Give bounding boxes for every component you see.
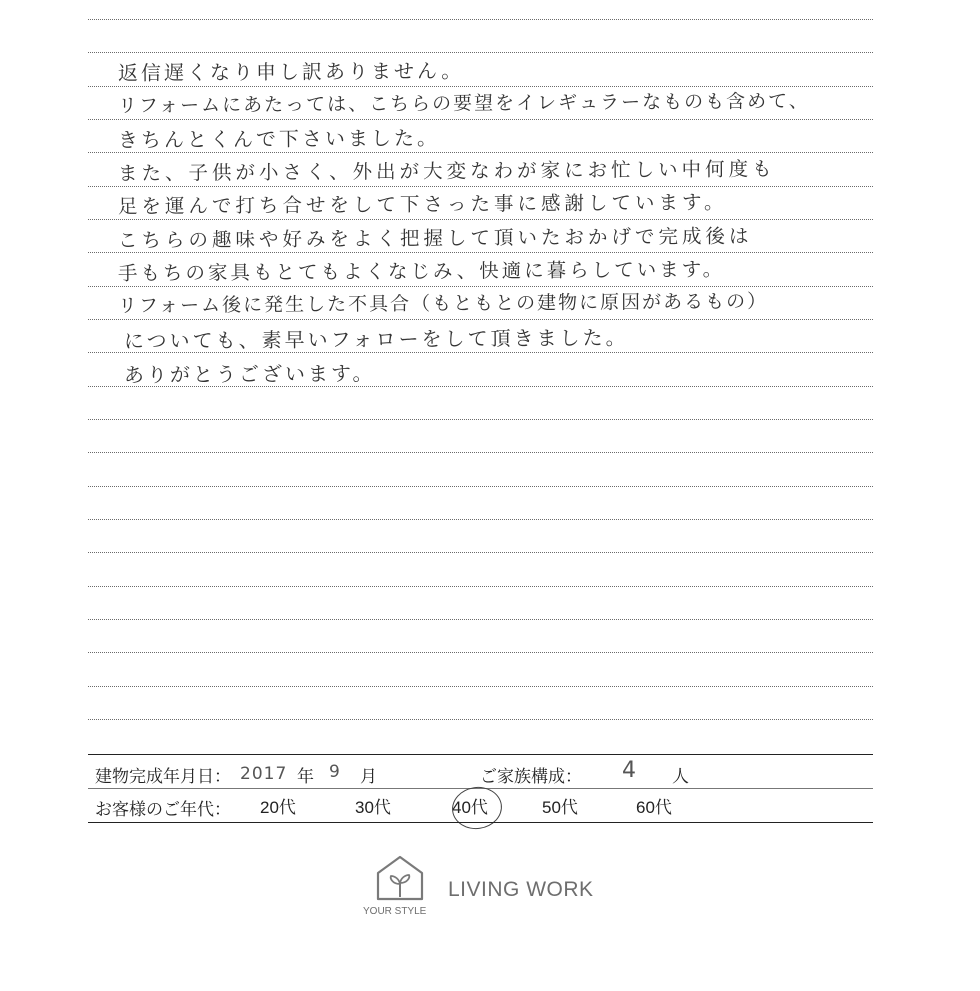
ruled-line	[88, 552, 873, 553]
year-unit: 年	[297, 767, 314, 786]
ruled-line	[88, 186, 873, 187]
message-line: 返信遅くなり申し訳ありません。	[117, 58, 465, 85]
ruled-line	[88, 452, 873, 453]
ruled-line	[88, 586, 873, 587]
ruled-line	[88, 619, 873, 620]
age-option-50s: 50代	[542, 798, 578, 817]
message-line: リフォームにあたっては、こちらの要望をイレギュラーなものも含めて、	[117, 90, 810, 117]
family-label: ご家族構成：	[480, 767, 582, 786]
family-unit: 人	[672, 767, 689, 786]
ruled-line	[88, 719, 873, 720]
completion-date-label: 建物完成年月日：	[95, 767, 231, 786]
message-line: についても、素早いフォローをして頂きました。	[123, 325, 629, 353]
ruled-line	[88, 19, 873, 20]
age-label: お客様のご年代：	[95, 800, 231, 819]
ruled-line	[88, 419, 873, 420]
age-option-20s: 20代	[260, 798, 296, 817]
message-line: 手もちの家具もとてもよくなじみ、快適に暮らしています。	[117, 257, 726, 285]
message-line: きちんとくんで下さいました。	[117, 125, 441, 152]
ruled-line	[88, 319, 873, 320]
brand-tagline: YOUR STYLE	[363, 906, 427, 917]
ruled-line	[88, 119, 873, 120]
family-count: 4	[622, 758, 637, 783]
completion-year: 2017	[240, 764, 288, 784]
message-line: リフォーム後に発生した不具合（もともとの建物に原因があるもの）	[117, 290, 769, 317]
month-unit: 月	[360, 767, 377, 786]
completion-month: 9	[329, 762, 341, 782]
brand-name: LIVING WORK	[448, 878, 594, 901]
ruled-line	[88, 519, 873, 520]
message-line: 足を運んで打ち合せをして下さった事に感謝しています。	[117, 190, 728, 218]
age-option-40s: 40代	[452, 798, 488, 817]
message-line: ありがとうございます。	[123, 361, 376, 387]
ruled-line	[88, 652, 873, 653]
ruled-line	[88, 52, 873, 53]
age-option-30s: 30代	[355, 798, 391, 817]
message-line: こちらの趣味や好みをよく把握して頂いたおかげで完成後は	[117, 224, 753, 252]
form-top-rule	[88, 754, 873, 755]
form-bottom-rule	[88, 822, 873, 823]
message-line: また、子供が小さく、外出が大変なわが家にお忙しい中何度も	[117, 157, 776, 185]
ruled-line	[88, 219, 873, 220]
age-option-60s: 60代	[636, 798, 672, 817]
ruled-line	[88, 486, 873, 487]
selected-age-circle	[449, 784, 504, 833]
ruled-line	[88, 686, 873, 687]
